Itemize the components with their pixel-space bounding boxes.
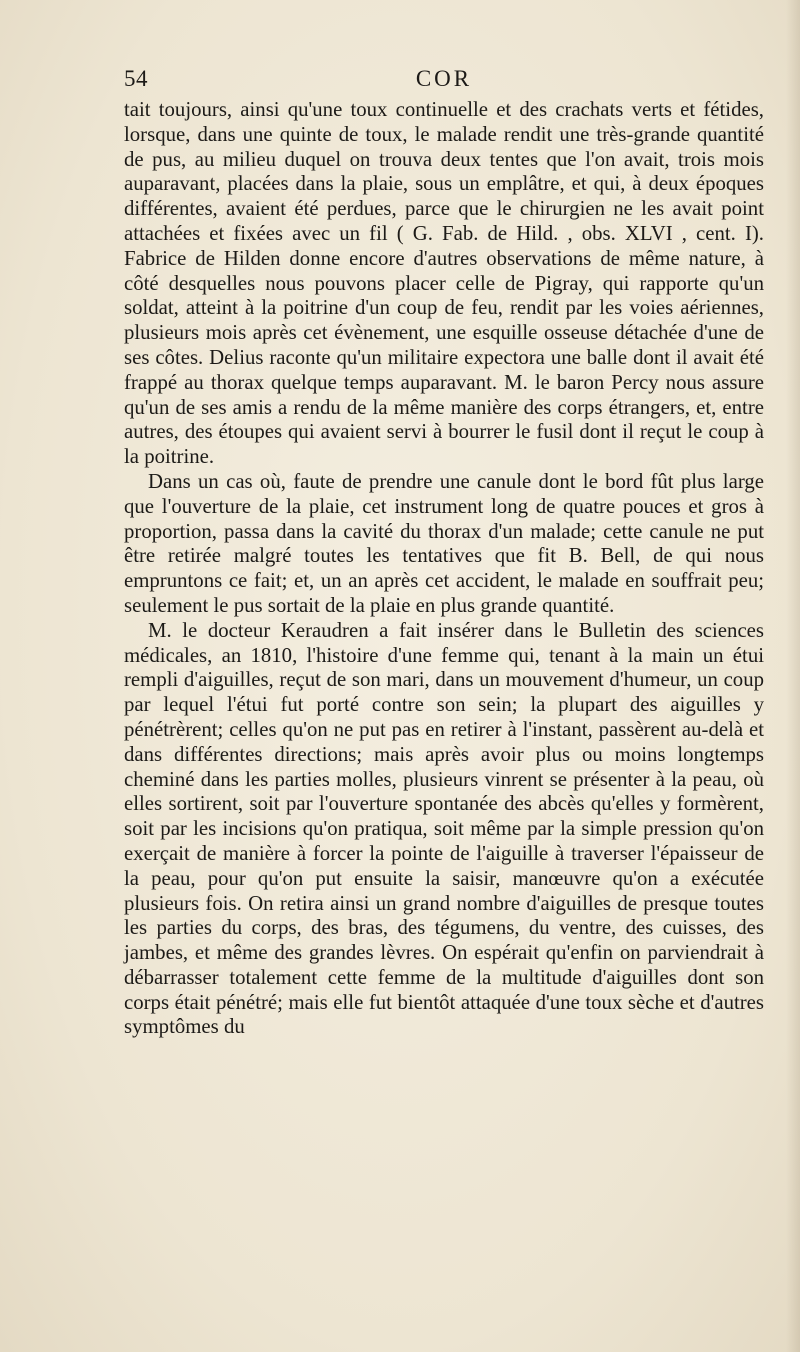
running-head: COR <box>415 66 473 91</box>
body-text <box>124 98 764 1040</box>
paragraph-keraudren: M. le docteur Keraudren a fait insérer dans le Bulletin des sciences médicales, an 1810, l'histoire d'une femme qui, tenant à la main un étui rempli d'aiguilles, reçut de son mari, dans un mouvement d'humeur, un coup par lequel l'étui fut porté contre son sein; la plupart des aiguilles y pénétrèrent; celles qu'on ne put pas en retirer à l'instant, passèrent au-delà et dans différentes directions; mais après avoir plus ou moins longtemps cheminé dans les parties molles, plusieurs vinrent se présenter à la peau, où elles sortirent, soit par l'ouverture spontanée des abcès qu'elles y formèrent, soit par les incisions qu'on pratiqua, soit même par la simple pression qu'on exerçait de manière à forcer la pointe de l'aiguille à traverser l'épaisseur de la peau, pour qu'on put ensuite la saisir, manœuvre qu'on a exécutée plusieurs fois. On retira ainsi un grand nombre d'aiguilles de presque toutes les parties du corps, des bras, des tégumens, du ventre, des cuisses, des jambes, et même des grandes lèvres. On espérait qu'enfin on parviendrait à débarrasser totalement cette femme de la multitude d'aiguilles dont son corps était pénétré; mais elle fut bientôt attaquée d'une toux sèche et d'autres symptômes du <box>124 618 764 1039</box>
paragraph-canule: Dans un cas où, faute de prendre une canule dont le bord fût plus large que l'ouverture de la plaie, cet instrument long de quatre pouces et gros à proportion, passa dans la cavité du thorax d'un malade; cette canule ne put être retirée malgré toutes les tentatives que fit B. Bell, de qui nous empruntons ce fait; et, un an après cet accident, le malade en souffrait peu; seulement le pus sortait de la plaie en plus grande quantité. <box>124 469 764 617</box>
page-header <box>124 66 764 96</box>
paragraph-continued: tait toujours, ainsi qu'une toux continuelle et des crachats verts et fétides, lorsque, dans une quinte de toux, le malade rendit une très-grande quantité de pus, au milieu duquel on trouva deux tentes que l'on avait, trois mois auparavant, placées dans la plaie, sous un emplâtre, et qui, à deux époques différentes, avaient été perdues, parce que le chirurgien ne les avait point attachées et fixées avec un fil ( G. Fab. de Hild. , obs. XLVI , cent. I). Fabrice de Hilden donne encore d'autres observations de même nature, à côté desquelles nous pouvons placer celle de Pigray, qui rapporte qu'un soldat, atteint à la poitrine d'un coup de feu, rendit par les voies aériennes, plusieurs mois après cet évènement, une esquille osseuse détachée d'une de ses côtes. Delius raconte qu'un militaire expectora une balle dont il avait été frappé au thorax quelque temps auparavant. M. le baron Percy nous assure qu'un de ses amis a rendu de la même manière des corps étrangers, et, entre autres, des étoupes qui avaient servi à bourrer le fusil dont il reçut le coup à la poitrine. <box>124 98 764 469</box>
page-edge-shadow <box>786 0 800 1352</box>
page-number: 54 <box>124 66 148 91</box>
